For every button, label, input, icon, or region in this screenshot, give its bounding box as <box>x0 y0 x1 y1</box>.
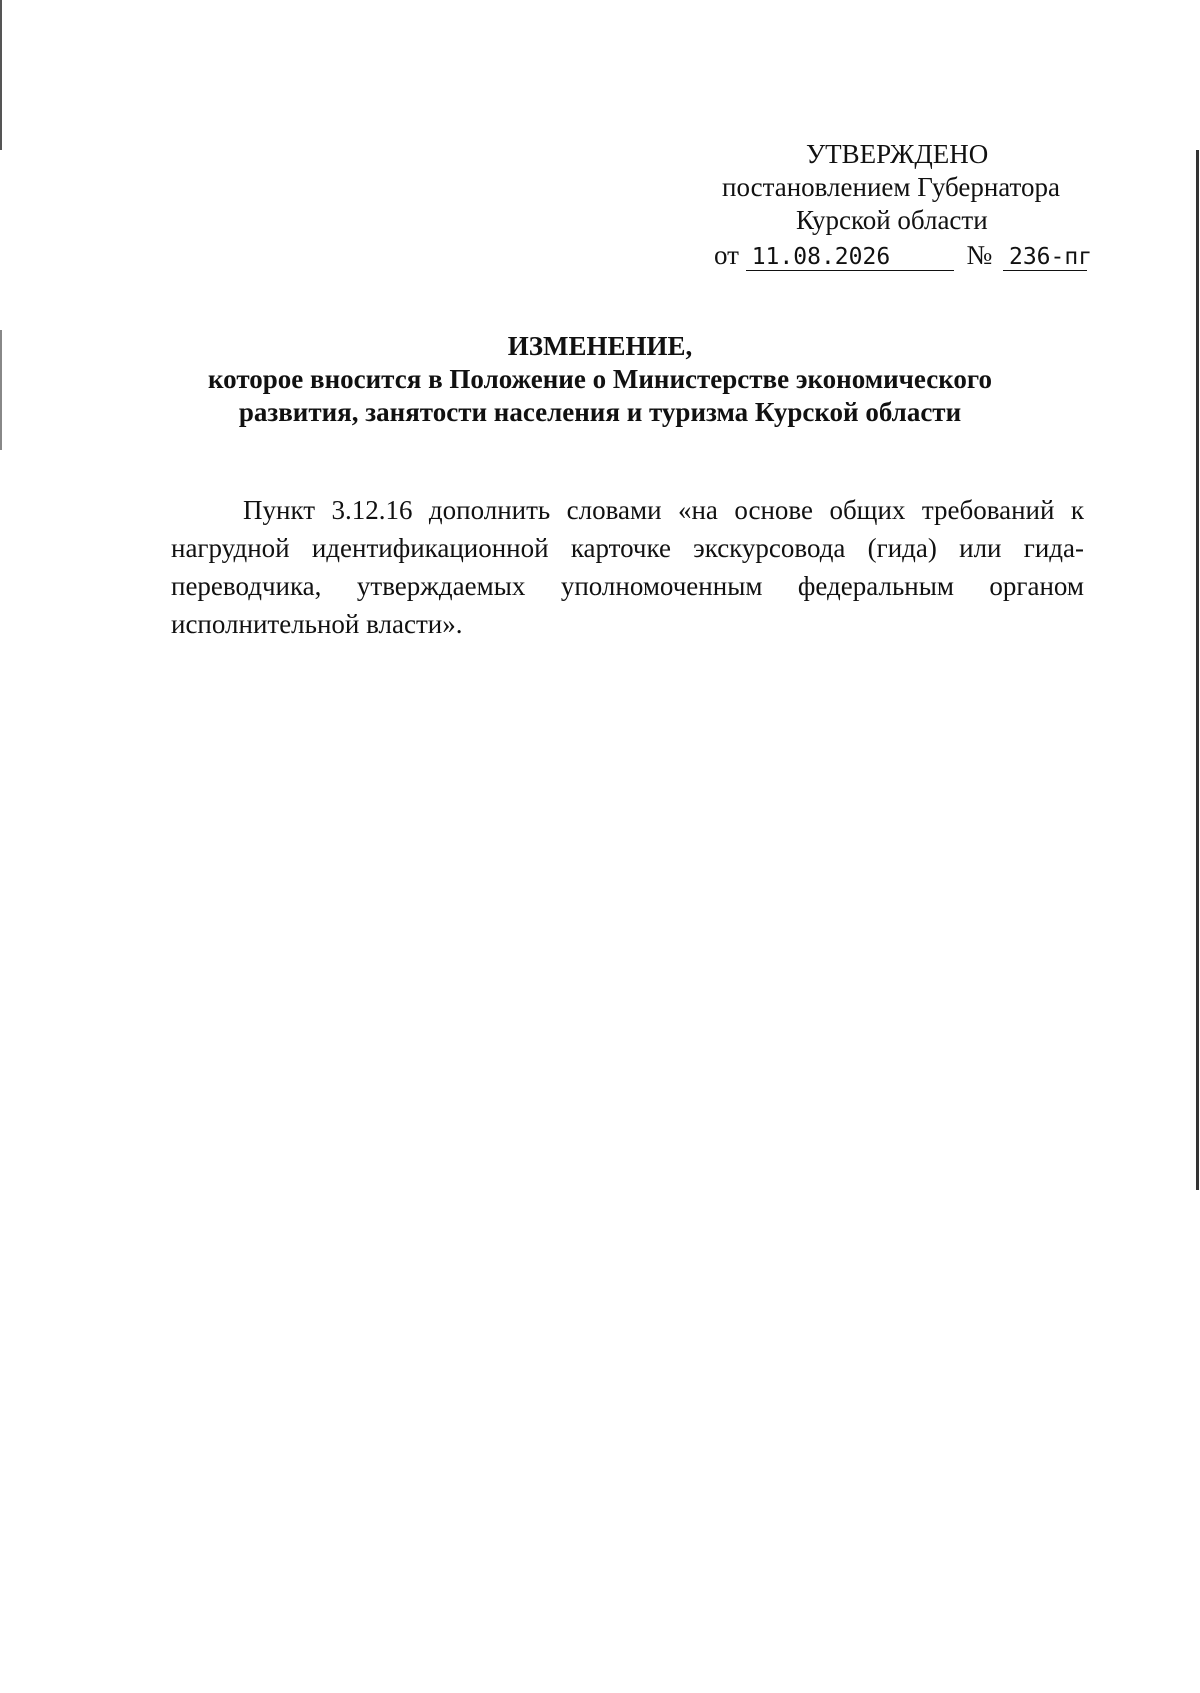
date-prefix: от <box>714 240 739 270</box>
body-paragraph: Пункт 3.12.16 дополнить словами «на основе общих требований к нагрудной идентификационной карточке экскурсовода (гида) или гида-переводчика, утверждаемых уполномоченным федеральным органом исполнительной власти». <box>171 495 1084 639</box>
scan-edge-mark <box>0 0 2 150</box>
document-heading <box>150 330 1050 429</box>
approval-title: УТВЕРЖДЕНО <box>806 139 989 169</box>
approval-number: 236-пг <box>1003 244 1087 271</box>
heading-line-2: развития, занятости населения и туризма Курской области <box>238 397 962 427</box>
approval-stamp <box>700 138 1100 272</box>
scan-edge-mark <box>0 330 2 450</box>
heading-line-1: которое вносится в Положение о Министерстве экономического <box>207 364 992 394</box>
heading-title: ИЗМЕНЕНИЕ, <box>507 331 693 361</box>
number-prefix: № <box>966 240 993 270</box>
approval-date: 11.08.2026 <box>746 244 954 271</box>
approval-date-row <box>700 239 1100 272</box>
scan-edge-mark <box>1196 150 1199 1190</box>
approval-issued-by: постановлением Губернатора <box>722 172 1060 202</box>
approval-region: Курской области <box>796 205 988 235</box>
